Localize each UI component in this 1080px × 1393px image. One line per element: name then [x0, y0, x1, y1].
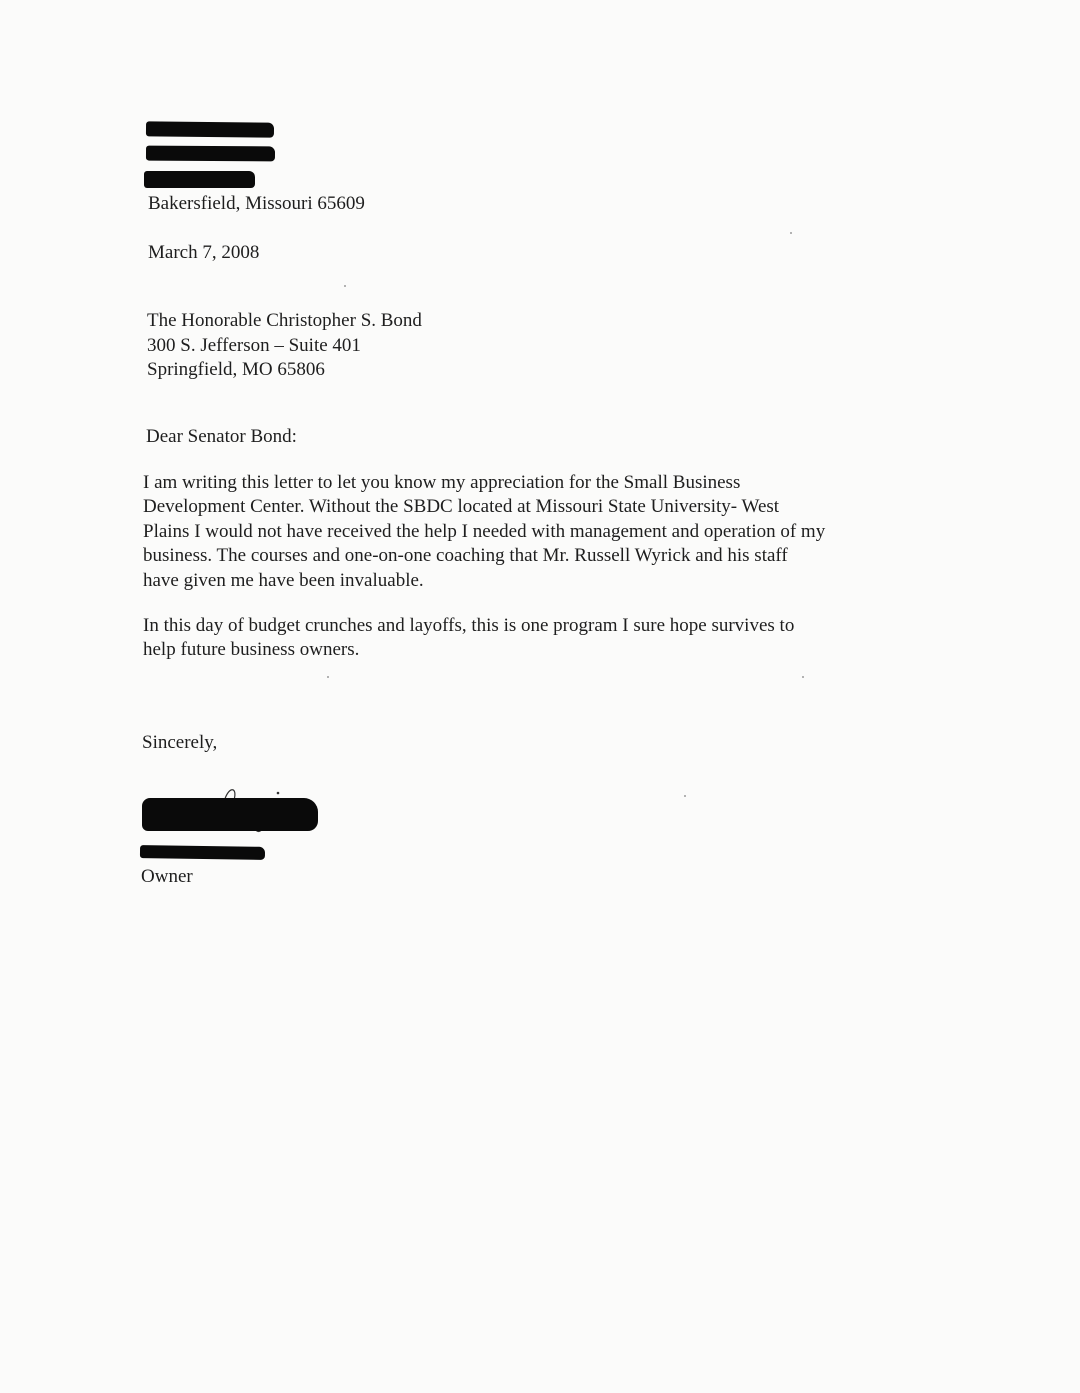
redacted-sender-line-2 — [146, 146, 275, 162]
salutation: Dear Senator Bond: — [146, 426, 297, 447]
redacted-sender-line-1 — [146, 121, 274, 137]
redacted-sender-line-3 — [144, 171, 255, 188]
redacted-signature — [142, 798, 318, 831]
letter-date: March 7, 2008 — [148, 242, 260, 263]
scan-speck — [327, 676, 329, 678]
closing: Sincerely, — [142, 732, 218, 753]
recipient-name: The Honorable Christopher S. Bond — [147, 310, 422, 331]
scan-speck — [802, 676, 804, 678]
redacted-signer-name — [140, 845, 265, 860]
recipient-city: Springfield, MO 65806 — [147, 359, 325, 380]
scan-speck — [344, 285, 346, 287]
paragraph-line: help future business owners. — [143, 639, 360, 661]
paragraph-line: I am writing this letter to let you know my appreciation for the Small Business — [143, 472, 741, 493]
sender-city-line: Bakersfield, Missouri 65609 — [148, 193, 365, 214]
scan-speck — [684, 795, 686, 797]
paragraph-line: Plains I would not have received the help I needed with management and operation of my — [143, 520, 826, 542]
body-paragraph-1 — [143, 471, 923, 593]
paragraph-line: In this day of budget crunches and layoffs, this is one program I sure hope survives to — [143, 615, 795, 636]
paragraph-line: Development Center. Without the SBDC located at Missouri State University- West — [143, 496, 780, 518]
scan-speck — [790, 232, 792, 234]
paragraph-line: have given me have been invaluable. — [143, 569, 424, 591]
signer-title: Owner — [141, 866, 193, 887]
body-paragraph-2 — [143, 614, 923, 663]
recipient-street: 300 S. Jefferson – Suite 401 — [147, 335, 361, 356]
paragraph-line: business. The courses and one-on-one coaching that Mr. Russell Wyrick and his staff — [143, 545, 788, 567]
